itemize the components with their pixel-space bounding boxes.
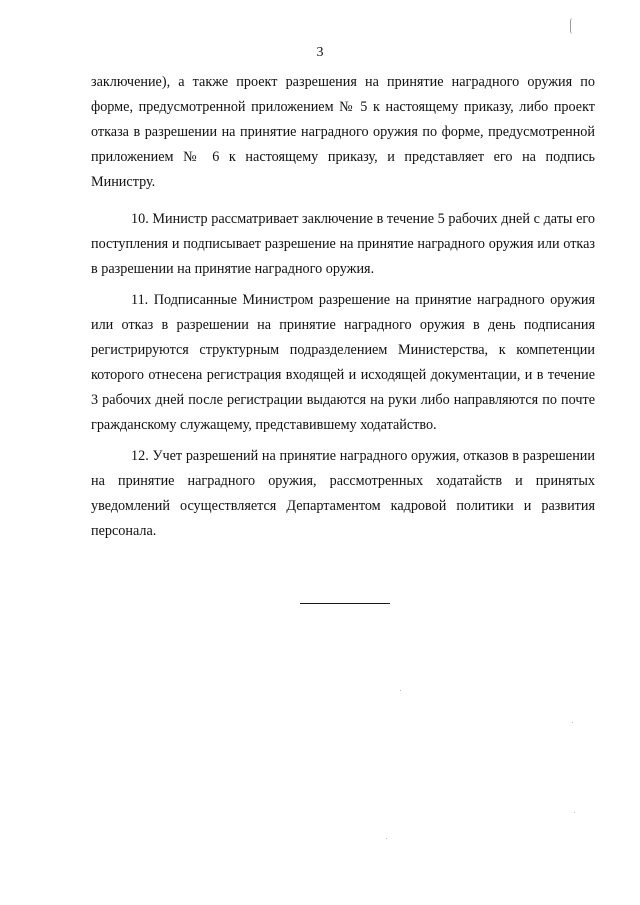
scan-speck: [572, 722, 573, 723]
paragraph-12: 12. Учет разрешений на принятие наградного оружия, отказов в разрешении на принятие наградного оружия, рассмотренных ходатайств и принятых уведомлений осуществляется Департаментом кадровой политики и развития персонала.: [91, 448, 595, 539]
scan-edge-mark: [570, 18, 573, 34]
scan-speck: [386, 838, 387, 839]
scan-speck: [400, 690, 401, 691]
paragraph-10: 10. Министр рассматривает заключение в течение 5 рабочих дней с даты его поступления и подписывает разрешение на принятие наградного оружия или отказ в разрешении на принятие наградного оружия.: [91, 211, 595, 277]
paragraph-continuation: заключение), а также проект разрешения на принятие наградного оружия по форме, предусмотренной приложением № 5 к настоящему приказу, либо проект отказа в разрешении на принятие наградного оружия по форме, предусмотренной приложением № 6 к настоящему приказу, и представляет его на подпись Министру.: [91, 74, 595, 190]
document-body: [91, 70, 595, 550]
page-number: 3: [316, 45, 324, 60]
scan-speck: [574, 812, 575, 813]
closing-line: [300, 603, 390, 604]
paragraph-11: 11. Подписанные Министром разрешение на принятие наградного оружия или отказ в разрешении на принятие наградного оружия в день подписания регистрируются структурным подразделением Министерства, к компетенции которого отнесена регистрация входящей и исходящей документации, и в течение 3 рабочих дней после регистрации выдаются на руки либо направляются по почте гражданскому служащему, представившему ходатайство.: [91, 292, 595, 433]
